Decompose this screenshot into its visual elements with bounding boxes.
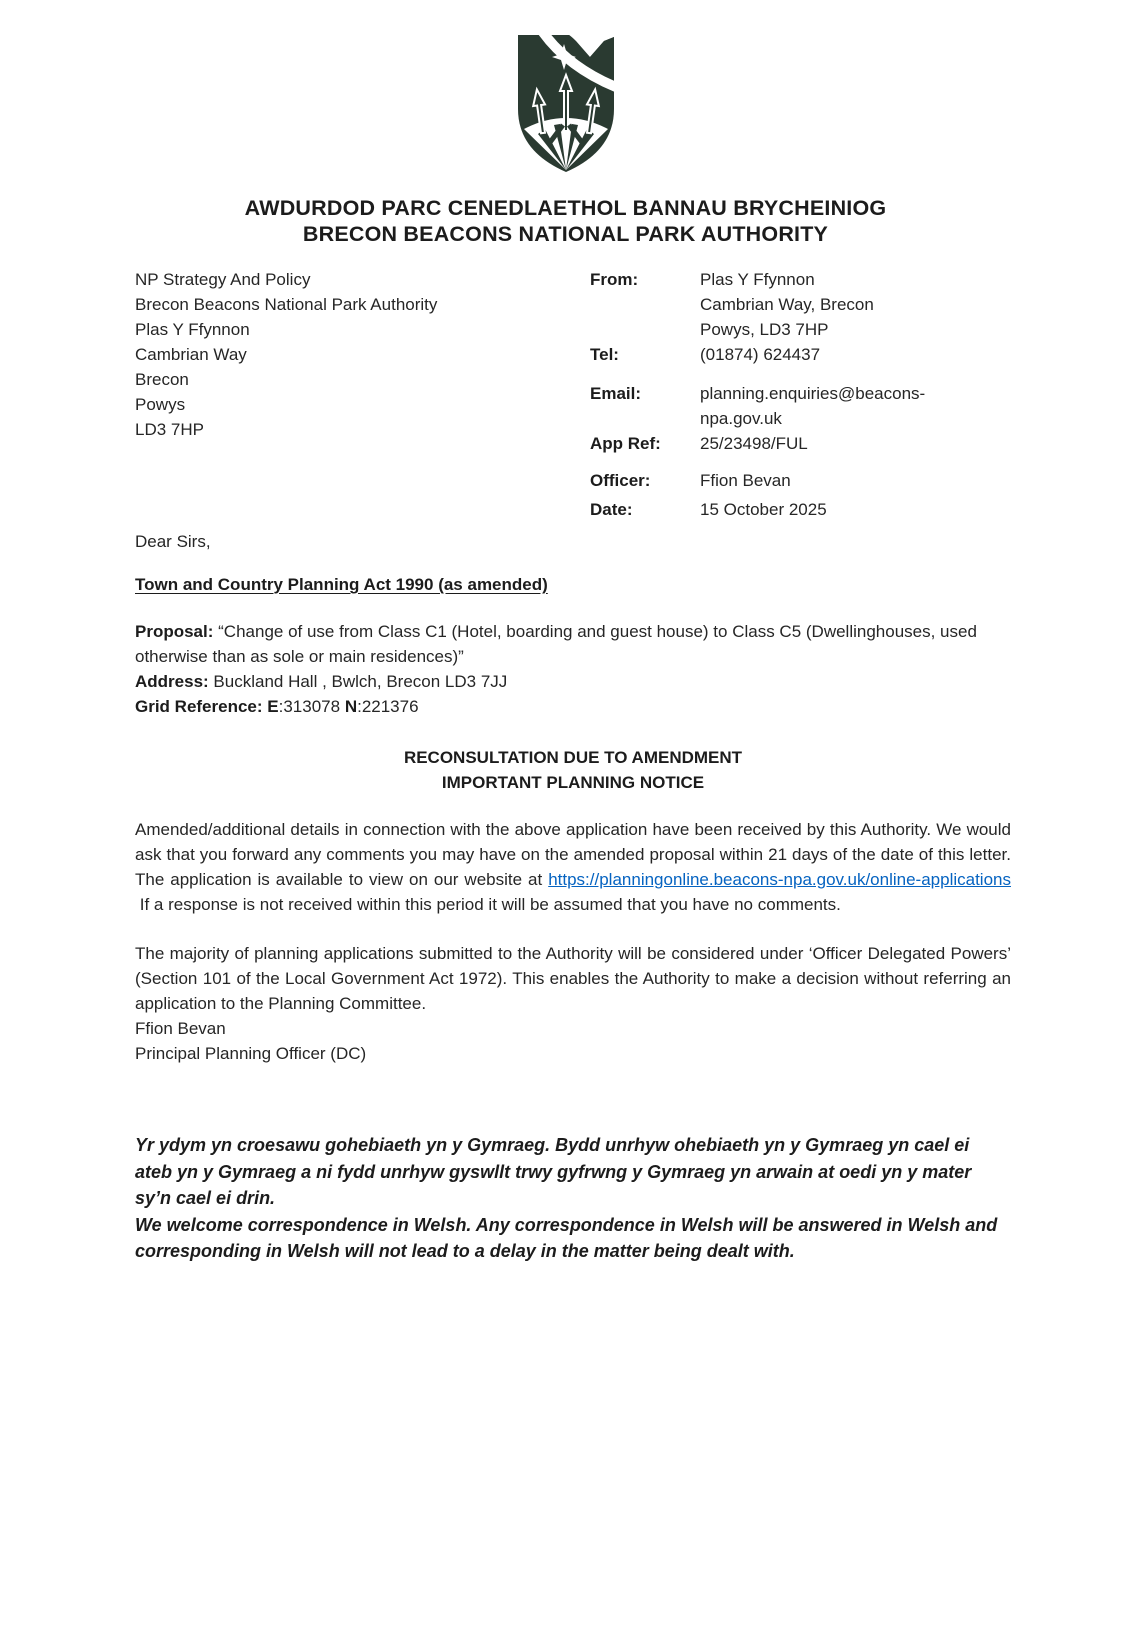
subject-line: Town and Country Planning Act 1990 (as amended) <box>135 575 548 594</box>
brecon-beacons-shield-logo <box>510 33 622 175</box>
address-line <box>135 669 1011 694</box>
signature-title: Principal Planning Officer (DC) <box>135 1044 367 1063</box>
officer-value: Ffion Bevan <box>700 471 791 490</box>
from-value <box>700 267 980 342</box>
officer-label: Officer: <box>590 471 651 490</box>
notice-line-2: IMPORTANT PLANNING NOTICE <box>441 773 705 792</box>
letter-page <box>0 33 1131 1633</box>
reconsultation-notice <box>135 745 1011 795</box>
officer-row <box>590 468 1011 493</box>
paragraph-delegated-powers <box>135 941 1011 1016</box>
grid-northing-value: :221376 <box>357 697 419 716</box>
from-line: Cambrian Way, Brecon <box>700 295 874 314</box>
letterhead <box>0 195 1131 247</box>
salutation: Dear Sirs, <box>135 532 211 551</box>
shield-logo-graphic <box>510 33 622 175</box>
proposal-text: “Change of use from Class C1 (Hotel, boarding and guest house) to Class C5 (Dwellinghouses, used otherwise than as sole or main residences)” <box>135 622 977 666</box>
proposal-line <box>135 619 1011 669</box>
tel-row <box>590 342 1011 367</box>
email-label: Email: <box>590 384 642 403</box>
grid-reference-line <box>135 694 1011 719</box>
email-row <box>590 381 1011 431</box>
recipient-line: LD3 7HP <box>135 420 204 439</box>
from-label: From: <box>590 270 639 289</box>
email-value: planning.enquiries@beacons-npa.gov.uk <box>700 384 926 428</box>
date-row <box>590 497 1011 522</box>
grid-northing-label: N <box>344 697 358 716</box>
address-meta-block <box>135 267 1011 522</box>
welsh-notice-text: Yr ydym yn croesawu gohebiaeth yn y Gymraeg. Bydd unrhyw ohebiaeth yn y Gymraeg yn cael ei ateb yn y Gymraeg a ni fydd unrhyw gyswllt trwy gyfrwng y Gymraeg yn arwain at oedi yn y mater sy’n cael ei drin. <box>135 1135 972 1208</box>
app-ref-row <box>590 431 1011 456</box>
org-title-welsh: AWDURDOD PARC CENEDLAETHOL BANNAU BRYCHEINIOG <box>244 196 887 220</box>
welsh-language-notice <box>135 1132 1011 1265</box>
recipient-line: Cambrian Way <box>135 345 247 364</box>
org-title-english: BRECON BEACONS NATIONAL PARK AUTHORITY <box>302 222 829 246</box>
grid-reference-label: Grid Reference: <box>135 697 263 716</box>
tel-value: (01874) 624437 <box>700 345 821 364</box>
date-label: Date: <box>590 500 633 519</box>
paragraph-text: The majority of planning applications submitted to the Authority will be considered under ‘Officer Delegated Powers’ (Section 101 of the Local Government Act 1972). This enables the Authority to make a decision without referring an application to the Planning Committee. <box>135 944 1011 1013</box>
from-line: Plas Y Ffynnon <box>700 270 815 289</box>
app-ref-value: 25/23498/FUL <box>700 434 808 453</box>
recipient-line: Brecon <box>135 370 189 389</box>
paragraph-amended-details <box>135 817 1011 917</box>
proposal-label: Proposal: <box>135 622 214 641</box>
date-value: 15 October 2025 <box>700 500 827 519</box>
signature-name: Ffion Bevan <box>135 1019 226 1038</box>
correspondence-meta <box>590 267 1011 522</box>
letter-body <box>135 267 1011 1265</box>
recipient-address <box>135 267 590 522</box>
english-notice-text: We welcome correspondence in Welsh. Any correspondence in Welsh will be answered in Welsh and corresponding in Welsh will not lead to a delay in the matter being dealt with. <box>135 1214 998 1261</box>
recipient-line: Brecon Beacons National Park Authority <box>135 295 438 314</box>
address-label: Address: <box>135 672 209 691</box>
paragraph-text: If a response is not received within this period it will be assumed that you have no comments. <box>139 895 841 914</box>
recipient-line: NP Strategy And Policy <box>135 270 311 289</box>
paragraph-text: Amended/additional details in connection with the above application have been received by this Authority. We would ask that you forward any comments you may have on the amended proposal within 21 days of the date of this letter. The application is available to view on our website at <box>135 820 1011 889</box>
recipient-line: Plas Y Ffynnon <box>135 320 250 339</box>
application-details <box>135 619 1011 719</box>
tel-label: Tel: <box>590 345 619 364</box>
from-line: Powys, LD3 7HP <box>700 320 829 339</box>
recipient-line: Powys <box>135 395 186 414</box>
planning-online-link[interactable]: https://planningonline.beacons-npa.gov.uk/online-applications <box>548 870 1011 889</box>
address-text: Buckland Hall , Bwlch, Brecon LD3 7JJ <box>213 672 508 691</box>
app-ref-label: App Ref: <box>590 434 661 453</box>
grid-easting-value: :313078 <box>278 697 341 716</box>
from-row <box>590 267 1011 342</box>
notice-line-1: RECONSULTATION DUE TO AMENDMENT <box>403 748 743 767</box>
grid-easting-label: E <box>267 697 279 716</box>
